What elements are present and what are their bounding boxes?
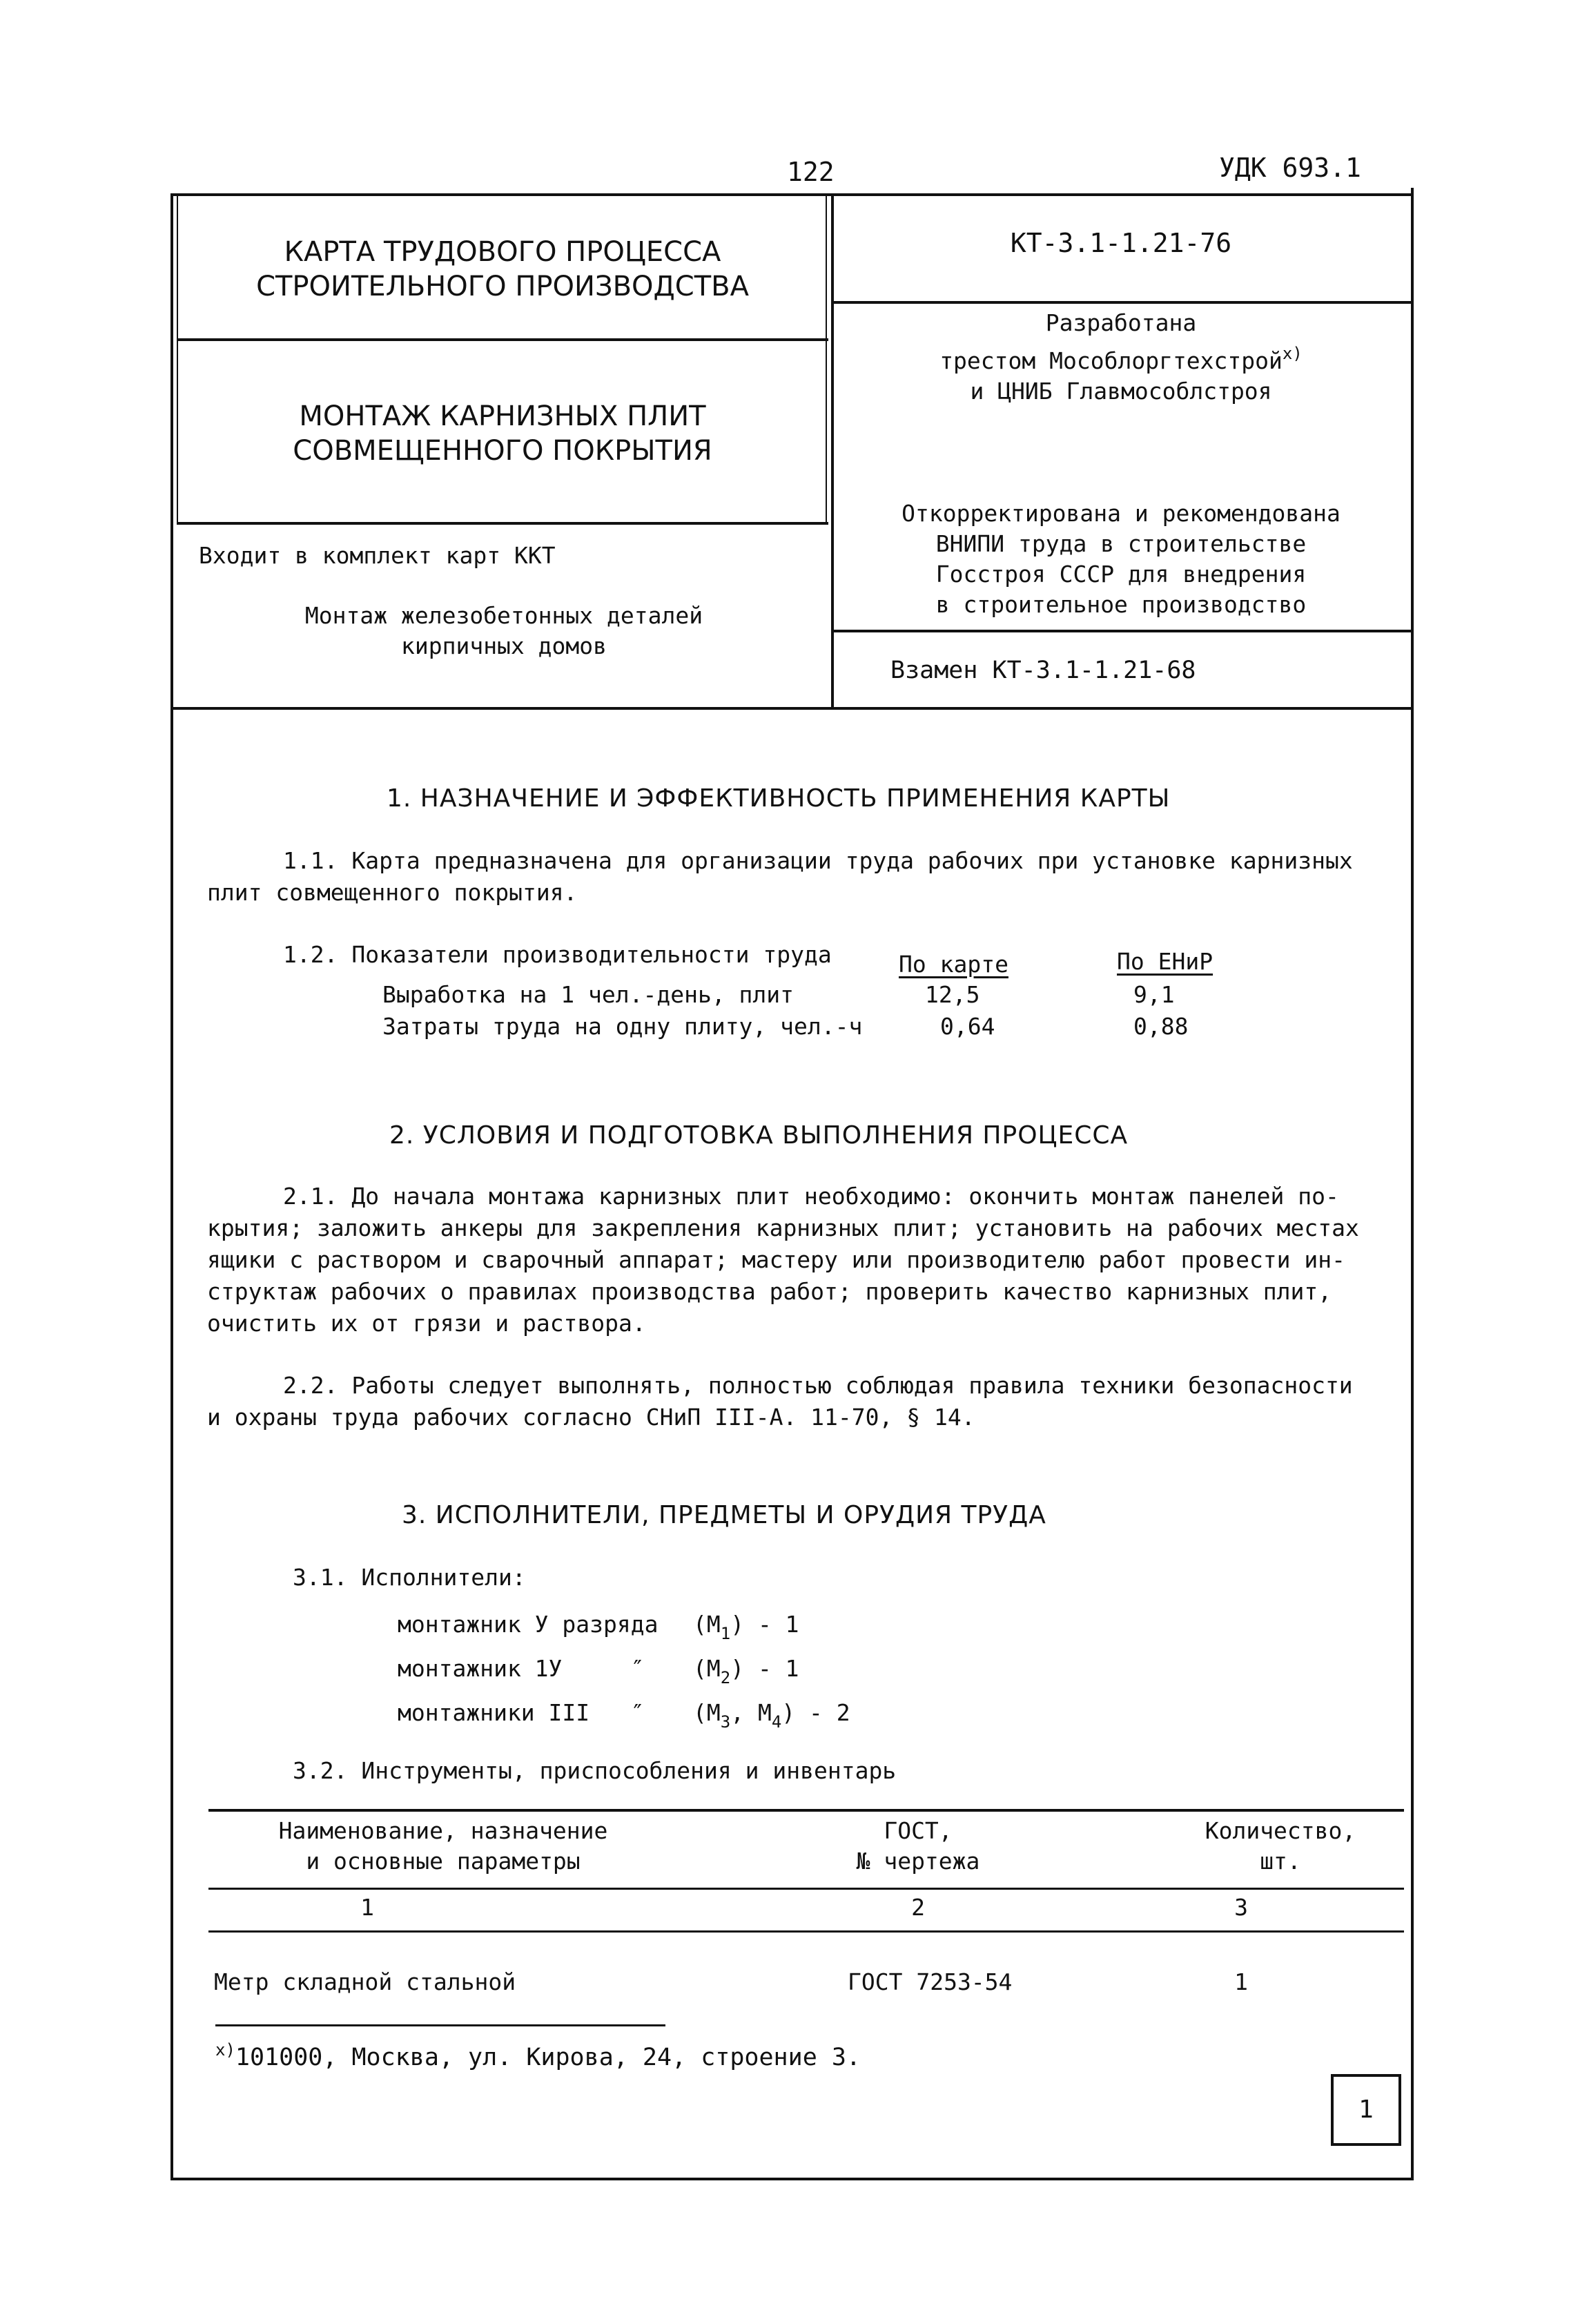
section3-title: 3. ИСПОЛНИТЕЛИ, ПРЕДМЕТЫ И ОРУДИЯ ТРУДА bbox=[402, 1501, 1046, 1529]
card-title: МОНТАЖ КАРНИЗНЫХ ПЛИТ СОВМЕЩЕННОГО ПОКРЫТИЯ bbox=[293, 400, 712, 467]
footnote-rule bbox=[215, 2024, 665, 2026]
developed-by: Разработана трестом Мособлоргтехстрой$^{x)}$ и ЦНИБ Главмособлстроя bbox=[939, 309, 1303, 405]
indicator-row: Затраты труда на одну плиту, чел.-ч bbox=[382, 1013, 863, 1040]
worker-count: $(М_2) - 1$ bbox=[693, 1655, 799, 1687]
indicator-enir-value: 9,1 bbox=[1133, 981, 1175, 1008]
p31: 3.1. Исполнители: bbox=[293, 1564, 526, 1591]
sheet-number: 1 bbox=[1358, 2095, 1374, 2124]
p21-line: крытия; заложить анкеры для закрепления карнизных плит; установить на рабочих местах bbox=[207, 1214, 1359, 1241]
p11-line2: плит совмещенного покрытия. bbox=[207, 879, 578, 906]
indicator-card-value: 0,64 bbox=[940, 1013, 995, 1040]
worker-count: $(М_1) - 1$ bbox=[693, 1611, 799, 1643]
worker-row: монтажник 1У ″ bbox=[398, 1655, 645, 1682]
set-intro: Входит в комплект карт ККТ bbox=[199, 542, 556, 569]
footnote-mark: x) bbox=[1282, 344, 1303, 363]
p21-line: структаж рабочих о правилах производства работ; проверить качество карнизных плит, bbox=[207, 1278, 1332, 1305]
worker-row: монтажник У разряда bbox=[398, 1611, 659, 1638]
column-number: 1 bbox=[360, 1894, 374, 1921]
p21-line: 2.1. До начала монтажа карнизных плит необходимо: окончить монтаж панелей по- bbox=[283, 1183, 1339, 1210]
p22-line: 2.2. Работы следует выполнять, полностью соблюдая правила техники безопасности bbox=[283, 1372, 1353, 1399]
worker-row: монтажники III ″ bbox=[398, 1699, 645, 1726]
table-header-name: Наименование, назначение и основные параметры bbox=[278, 1817, 608, 1875]
table-cell-name: Метр складной стальной bbox=[214, 1968, 516, 1995]
col-header-enir: По ЕНиР bbox=[1117, 948, 1213, 975]
p11-line1: 1.1. Карта предназначена для организации труда рабочих при установке карнизных bbox=[283, 847, 1353, 874]
card-code: КТ-3.1-1.21-76 bbox=[1010, 228, 1232, 258]
worker-count: ($М_3$, $М_4) - 2$ bbox=[693, 1699, 850, 1732]
sheet-number-box bbox=[1331, 2074, 1401, 2146]
indicator-row: Выработка на 1 чел.-день, плит bbox=[382, 981, 794, 1008]
set-name: Монтаж железобетонных деталей кирпичных домов bbox=[304, 602, 703, 659]
p32: 3.2. Инструменты, приспособления и инвентарь bbox=[293, 1757, 897, 1784]
section1-title: 1. НАЗНАЧЕНИЕ И ЭФФЕКТИВНОСТЬ ПРИМЕНЕНИЯ КАРТЫ bbox=[387, 784, 1171, 813]
table-cell-gost: ГОСТ 7253-54 bbox=[848, 1968, 1013, 1995]
p21-line: очистить их от грязи и раствора. bbox=[207, 1310, 646, 1337]
card-type: КАРТА ТРУДОВОГО ПРОЦЕССА СТРОИТЕЛЬНОГО ПРОИЗВОДСТВА bbox=[256, 236, 749, 302]
page-number: 122 bbox=[787, 157, 835, 187]
col-header-card: По карте bbox=[899, 951, 1008, 978]
footnote: $^{x)}$101000, Москва, ул. Кирова, 24, строение 3. bbox=[215, 2040, 861, 2071]
section2-title: 2. УСЛОВИЯ И ПОДГОТОВКА ВЫПОЛНЕНИЯ ПРОЦЕССА bbox=[389, 1121, 1129, 1150]
replaces: Взамен КТ-3.1-1.21-68 bbox=[890, 657, 1196, 684]
udk-code: УДК 693.1 bbox=[1219, 153, 1361, 183]
indicator-card-value: 12,5 bbox=[925, 981, 980, 1008]
p12-text: 1.2. Показатели производительности труда bbox=[283, 941, 832, 968]
p22-line: и охраны труда рабочих согласно СНиП III-А. 11-70, § 14. bbox=[207, 1404, 975, 1431]
table-header-qty: Количество, шт. bbox=[1205, 1817, 1356, 1875]
table-header-gost: ГОСТ, № чертежа bbox=[856, 1817, 980, 1875]
column-number: 3 bbox=[1234, 1894, 1248, 1921]
column-number: 2 bbox=[911, 1894, 925, 1921]
corrected-by: Откорректирована и рекомендована ВНИПИ труда в строительстве Госстроя СССР для внедрения в строительное производство bbox=[901, 500, 1341, 618]
table-cell-qty: 1 bbox=[1234, 1968, 1248, 1995]
p21-line: ящики с раствором и сварочный аппарат; мастеру или производителю работ провести ин- bbox=[207, 1246, 1346, 1273]
indicator-enir-value: 0,88 bbox=[1133, 1013, 1189, 1040]
